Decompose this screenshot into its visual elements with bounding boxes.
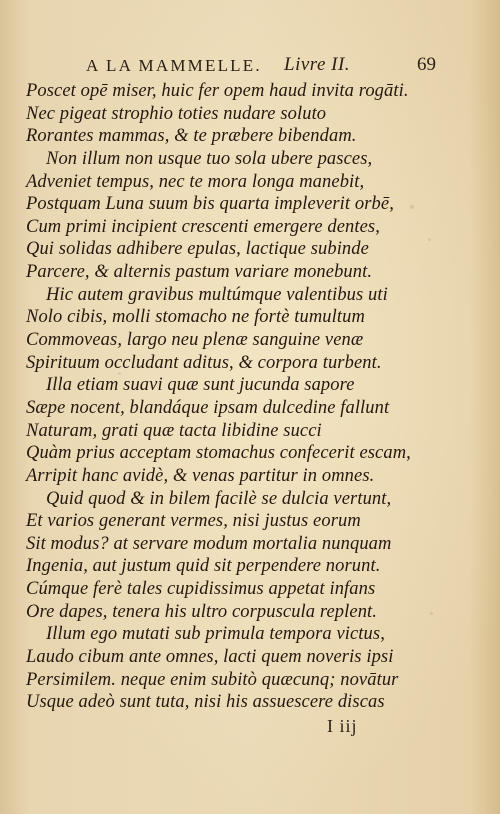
verse-line: Arripit hanc avidè, & venas partitur in omnes. <box>26 465 375 486</box>
verse-line: Rorantes mammas, & te præbere bibendam. <box>26 126 357 147</box>
verse-line: Sit modus? at servare modum mortalia nunquam <box>26 533 392 554</box>
verse-line: Naturam, grati quæ tacta libidine succi <box>26 420 322 441</box>
verse-line: Hic autem gravibus multúmque valentibus uti <box>46 284 388 305</box>
verse-line: Adveniet tempus, nec te mora longa manebit, <box>26 171 365 192</box>
verse-line: Qui solidas adhibere epulas, lactique subinde <box>26 239 369 260</box>
verse-line: Commoveas, largo neu plenæ sanguine venæ <box>26 330 364 351</box>
verse-line: Illa etiam suavi quæ sunt jucunda sapore <box>46 375 355 396</box>
verse-line: Ore dapes, tenera his ultro corpuscula replent. <box>26 601 378 622</box>
verse-line: Cum primi incipient crescenti emergere dentes, <box>26 216 380 237</box>
verse-line: Quid quod & in bilem facilè se dulcia vertunt, <box>46 488 392 509</box>
page-number: 69 <box>417 54 436 75</box>
verse-line: Nolo cibis, molli stomacho ne fortè tumultum <box>26 307 365 328</box>
verse-line: Non illum non usque tuo sola ubere pasces, <box>46 148 373 169</box>
verse-line: Nec pigeat strophio toties nudare soluto <box>26 103 327 124</box>
verse-line: Spirituum occludant aditus, & corpora turbent. <box>26 352 382 373</box>
verse-line: Persimilem. neque enim subitò quæcunq; novātur <box>26 669 399 690</box>
verse-text <box>26 80 436 714</box>
book-label: Livre II. <box>284 54 351 75</box>
verse-line: Sæpe nocent, blandáque ipsam dulcedine fallunt <box>26 397 390 418</box>
signature-mark: I iij <box>327 716 358 736</box>
verse-line: Laudo cibum ante omnes, lacti quem noveris ipsi <box>26 647 394 668</box>
verse-line: Cúmque ferè tales cupidissimus appetat infans <box>26 579 376 600</box>
verse-line: Parcere, & alternis pastum variare monebunt. <box>26 262 373 283</box>
verse-line: Poscet opē miser, huic fer opem haud invita rogāti. <box>26 81 409 101</box>
verse-line: Postquam Luna suum bis quarta impleverit orbē, <box>26 194 394 215</box>
verse-line: Et varios generant vermes, nisi justus eorum <box>26 511 361 532</box>
verse-line: Ingenia, aut justum quid sit perpendere norunt. <box>26 556 381 577</box>
verse-line: Quàm prius acceptam stomachus confecerit escam, <box>26 443 411 464</box>
verse-line: Illum ego mutati sub primula tempora victus, <box>46 624 385 645</box>
verse-line: Usque adeò sunt tuta, nisi his assuescere discas <box>26 692 385 713</box>
page-header <box>86 52 436 80</box>
running-title: A LA MAMMELLE. <box>86 56 262 75</box>
